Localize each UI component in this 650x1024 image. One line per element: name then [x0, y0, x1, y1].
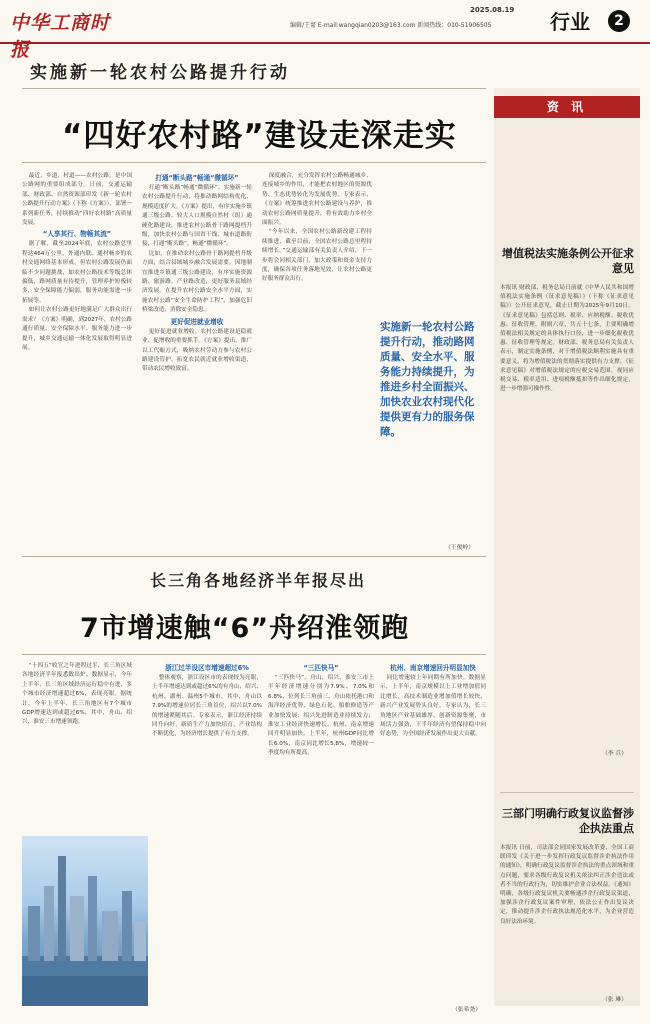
article2-column-1: [22, 662, 132, 832]
paragraph: 最近，乡道、村道——农村公路，是中国公路网的重要组成部分。日前，交通运输部、财政部、自然资源部印发《新一轮农村公路提升行动方案》（下称《方案》），部署一系列新任务，持续推动“四好农村路”高质量发展。: [22, 173, 132, 227]
sidebar-item1-title: 增值税法实施条例公开征求意见: [502, 247, 634, 275]
sidebar-divider: [500, 792, 634, 793]
article2-author: （张希尧）: [452, 1007, 481, 1013]
article1-column-3: [262, 172, 372, 552]
page-number-badge: 2: [608, 10, 630, 32]
editor-info: 编辑/王蔷 E-mail:wangqian0203@163.com 新闻热线：010-51906505: [290, 22, 492, 29]
skyline-illustration: [22, 836, 148, 1006]
divider: [22, 654, 486, 655]
divider: [22, 88, 486, 89]
article1-column-1: [22, 172, 132, 552]
paragraph: 据了解，截至2024年底，农村公路总里程达464万公里，外通内联、通村畅乡的农村交通网络基本形成。但农村公路发展仍面临不少问题挑战，如农村公路技术等级总体偏低，路网质量有待提升，管理养护短板较多，安全保障能力偏弱，服务功能需进一步拓展等。: [22, 241, 132, 304]
article1-subhead-2: 打通“断头路”畅通“微循环”: [155, 174, 239, 182]
article2-subhead-1: 浙江过半设区市增速超过6%: [165, 664, 249, 672]
paragraph: 如何让农村公路更好地满足广大群众出行需求？《方案》明确，到2027年，农村公路通行质量、安全保障水平、服务能力进一步提升，城乡交通运输一体化发展取得明显进展。: [22, 307, 132, 351]
paragraph: 同比增速较上年同期有所加快。数据显示，上半年，南京规模以上工业增加值同比增长，高技术制造业增加值增长较快，新兴产业发展势头良好。专家认为，长三角地区产业基础雄厚，创新资源集聚，市场活力强劲，下半年经济有望保持稳中向好态势，为全国经济发展作出更大贡献。: [380, 675, 486, 738]
sidebar-item1-author: （李 兵）: [602, 751, 628, 757]
news-sidebar: [494, 88, 640, 1006]
article1-kicker: 实施新一轮农村公路提升行动: [30, 63, 290, 83]
divider: [22, 162, 486, 163]
article2-column-2: [152, 662, 262, 1002]
city-skyline-photo: [22, 836, 148, 1006]
article2-subhead-2: “三匹快马”: [303, 664, 339, 672]
paragraph: 打通“断头路”畅通“微循环”。实施新一轮农村公路提升行动，将推动路网结构优化、规模适度扩大。《方案》提出，有序实施乡镇通三级公路、较大人口规模自然村（组）通硬化路建设，推进农村公路骨干路网提档升级，加快农村公路与国省干线、城市道路衔接，打通“断头路”，畅通“微循环”。: [142, 185, 252, 248]
paragraph: 更好促进就业增收。农村公路建设是稳就业、促增收的重要抓手。《方案》提出，推广以工代赈方式，吸纳农村劳动力参与农村公路建设管护，拓宽农民就近就业增收渠道，带动农民增收致富。: [142, 328, 252, 373]
masthead: [0, 0, 650, 61]
sidebar-item2-title: 三部门明确行政复议监督涉企执法重点: [502, 807, 634, 835]
sidebar-item2-body: 本报讯 日前，司法部会同国家发展改革委、全国工商联印发《关于进一步发挥行政复议监督涉企执法作用的通知》，明确行政复议监督涉企执法的重点领域和重点问题，要求各级行政复议机关依法纠正涉企违法或者不当的行政行为，切实维护企业合法权益。《通知》明确，各级行政复议机关要畅通涉企行政复议渠道，加强涉企行政复议案件审理，依法公正作出复议决定，推动提升涉企行政执法规范化水平，为企业营造良好法治环境。: [500, 845, 634, 925]
paragraph: “今年以来，全国农村公路新改建工程持续推进，截至目前，全国农村公路总里程持续增长。”交通运输部有关负责人介绍，下一步将会同相关部门，加大政策和资金支持力度，确保各项任务落地见效，让农村公路更好服务群众出行。: [262, 229, 372, 283]
publication-date: 2025.08.19: [470, 6, 515, 14]
paragraph: 整体观察，浙江设区市的表现较为亮眼，上半年增速达到或超过6%的有舟山、绍兴、杭州、湖州、温州5个城市。其中，舟山以7.9%的增速位居长三角首位，绍兴以7.0%的增速紧随其后。专家表示，浙江经济持续回升向好，新质生产力加快培育，产业结构不断优化，为经济增长提供了有力支撑。: [152, 675, 262, 738]
article2-subhead-3: 杭州、南京增速回升明显加快: [390, 664, 476, 672]
article1-column-2: [142, 172, 252, 552]
article2-headline: 7市增速触“6”舟绍淮领跑: [80, 613, 410, 644]
paragraph: “三匹快马”。舟山、绍兴、淮安三市上半年经济增速分别为7.9%、7.0%和6.8%，位列长三角前三。舟山依托港口和海洋经济优势，绿色石化、船舶修造等产业加快发展；绍兴先进制造业持续发力；淮安工业经济快速增长。杭州、南京增速回升明显加快。上半年，杭州GDP同比增长6.0%，南京同比增长5.8%，增速较一季度均有所提高。: [268, 675, 374, 757]
paragraph: 深度融合，充分发挥农村公路畅通城乡、连接城乡的作用，才能把农村地区的资源优势、生态优势转化为发展优势。专家表示，《方案》统筹推进农村公路建设与养护，推动农村公路网质量提升，将有效助力乡村全面振兴。: [262, 173, 372, 227]
sidebar-item1-body: 本报讯 财政部、税务总局日前就《中华人民共和国增值税法实施条例（征求意见稿）》（下称《征求意见稿》）公开征求意见，截止日期为2025年9月10日。《征求意见稿》包括总则、税率、应纳税额、税收优惠、征收管理、附则六章，共五十七条，主要明确增值税法相关规定的具体执行口径，进一步细化税收优惠、征收管理等规定。财政部、税务总局有关负责人表示，制定实施条例，对于增值税法顺利实施具有重要意义，将为增值税法的贯彻落实提供有力支撑。《征求意见稿》对增值税法规定的应税交易范围、视同应税交易、税率适用、进项税额抵扣等作出细化规定，进一步增强可操作性。: [500, 285, 634, 393]
paragraph: “十四五”收官之年进程过半，长三角区域各地经济半年报悉数出炉。数据显示，今年上半年，长三角区域经济运行稳中有进，多个城市经济增速超过6%，表现亮眼。据统计，今年上半年，长三角地区有7个城市GDP增速达到或超过6%，其中，舟山、绍兴、淮安三市增速领跑。: [22, 663, 132, 726]
article1-author: （王俊岭）: [445, 545, 474, 551]
article1-subhead-3: 更好促进就业增收: [170, 317, 224, 326]
newspaper-logo: 中华工商时报: [10, 12, 111, 61]
paragraph: 比如，在推动农村公路骨干路网提档升级方面，结合县域城乡融合发展需要，因地制宜推进乡镇通三级公路建设，有序实施资源路、旅游路、产业路改造，更好服务县域经济发展。在提升农村公路安全水平方面，实施农村公路“安全生命防护工程”，加强危旧桥梁改造，消除安全隐患。: [142, 250, 252, 314]
article2-column-3: [268, 662, 374, 1002]
section-title: 行业: [550, 10, 590, 34]
article2-kicker: 长三角各地经济半年报尽出: [150, 571, 367, 590]
divider: [22, 556, 486, 557]
article2-column-4: [380, 662, 486, 1002]
article1-headline: “四好农村路”建设走深走实: [62, 118, 457, 154]
article1-subhead-1: “人享其行、物畅其流”: [42, 230, 111, 239]
sidebar-item2-author: （张 琳）: [602, 997, 628, 1003]
sidebar-tag: 资 讯: [494, 96, 640, 118]
article1-pull-quote: 实施新一轮农村公路提升行动，推动路网质量、安全水平、服务能力持续提升，为推进乡村全面振兴、加快农业农村现代化提供更有力的服务保障。: [380, 321, 475, 438]
